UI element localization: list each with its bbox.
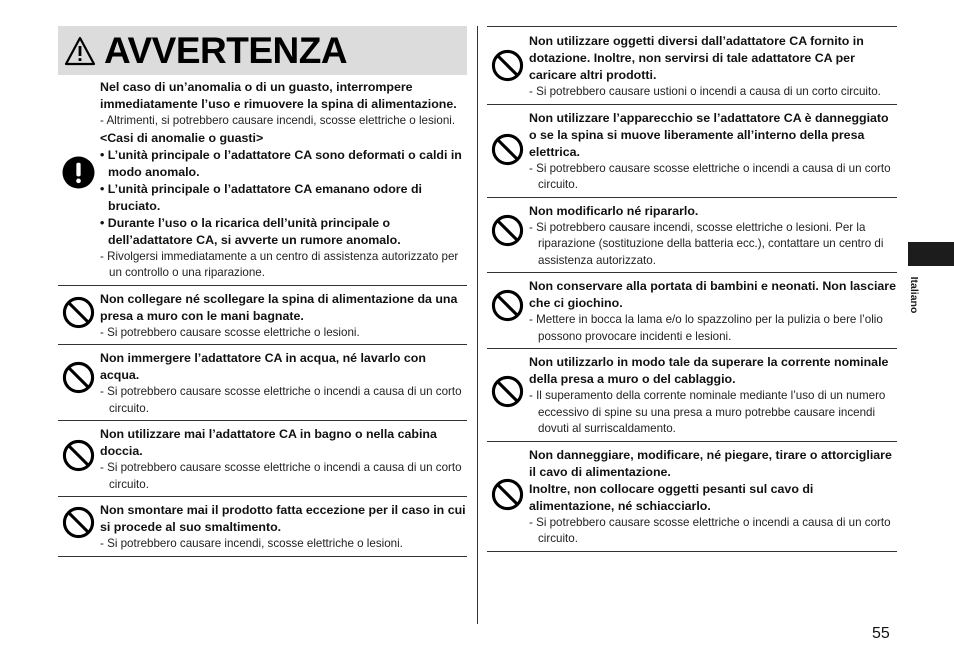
consequence-text: - Si potrebbero causare scosse elettriche o incendi a causa di un corto circuito. bbox=[529, 515, 891, 545]
consequence-text: - Si potrebbero causare scosse elettriche o incendi a causa di un corto circuito. bbox=[100, 385, 462, 415]
warning-item-children bbox=[487, 273, 897, 349]
warning-item-malfunction bbox=[58, 75, 467, 286]
instruction-text: Non immergere l’adattatore CA in acqua, né lavarlo con acqua. bbox=[100, 351, 426, 382]
column-divider bbox=[477, 26, 478, 624]
consequence-text: - Si potrebbero causare scosse elettriche o incendi a causa di un corto circuito. bbox=[529, 161, 891, 191]
prohibited-icon bbox=[491, 478, 524, 511]
warning-triangle-icon bbox=[64, 36, 96, 66]
warning-item-disassembly bbox=[58, 497, 467, 557]
right-column bbox=[487, 26, 897, 552]
warning-item-modify bbox=[487, 198, 897, 274]
mandatory-icon bbox=[62, 156, 95, 189]
instruction-text: Non utilizzare oggetti diversi dall’adattatore CA fornito in dotazione. Inoltre, non servirsi di tale adattatore CA per caricare altri prodotti. bbox=[529, 34, 864, 82]
page-title: AVVERTENZA bbox=[104, 30, 348, 71]
prohibited-icon bbox=[62, 296, 95, 329]
prohibited-icon bbox=[62, 439, 95, 472]
instruction-text: Non collegare né scollegare la spina di alimentazione da una presa a muro con le mani bagnate. bbox=[100, 291, 458, 323]
warning-item-rated-current bbox=[487, 349, 897, 442]
left-column bbox=[58, 26, 467, 557]
warning-item-power-cord bbox=[487, 442, 897, 552]
instruction-text: Non utilizzarlo in modo tale da superare la corrente nominale della presa a muro o del cablaggio. bbox=[529, 355, 889, 386]
prohibited-icon bbox=[491, 375, 524, 408]
prohibited-icon bbox=[62, 361, 95, 394]
instruction-text: Non smontare mai il prodotto fatta eccezione per il caso in cui si procede al suo smaltimento. bbox=[100, 503, 466, 534]
consequence-text: - Mettere in bocca la lama e/o lo spazzolino per la pulizia o bere l’olio possono provocare incidenti e lesioni. bbox=[529, 313, 883, 343]
consequence-text: - Rivolgersi immediatamente a un centro di assistenza autorizzato per un controllo o una riparazione. bbox=[100, 249, 459, 279]
prohibited-icon bbox=[491, 214, 524, 247]
prohibited-icon bbox=[62, 506, 95, 539]
language-label bbox=[906, 270, 922, 320]
consequence-text: - Si potrebbero causare scosse elettriche o incendi a causa di un corto circuito. bbox=[100, 461, 462, 491]
instruction-text: Non utilizzare l’apparecchio se l’adattatore CA è danneggiato o se la spina si muove liberamente all’interno della presa elettrica. bbox=[529, 110, 889, 159]
instruction-text: Non modificarlo né ripararlo. bbox=[529, 203, 699, 218]
consequence-text: - Si potrebbero causare incendi, scosse elettriche o lesioni. Per la riparazione (sostituzione della batteria ecc.), contattare un centro di assistenza autorizzato. bbox=[529, 220, 884, 267]
language-tab-marker bbox=[908, 242, 954, 266]
bullet-item: • L’unità principale o l’adattatore CA emanano odore di bruciato. bbox=[100, 181, 422, 213]
prohibited-icon bbox=[491, 289, 524, 322]
consequence-text: - Si potrebbero causare incendi, scosse elettriche o lesioni. bbox=[100, 537, 403, 550]
prohibited-icon bbox=[491, 133, 524, 166]
instruction-text: Inoltre, non collocare oggetti pesanti sul cavo di alimentazione, né schiacciarlo. bbox=[529, 481, 814, 513]
consequence-text: - Si potrebbero causare scosse elettriche o lesioni. bbox=[100, 325, 360, 339]
consequence-text: - Si potrebbero causare ustioni o incendi a causa di un corto circuito. bbox=[529, 85, 881, 98]
instruction-text: Nel caso di un’anomalia o di un guasto, interrompere bbox=[100, 80, 413, 94]
prohibited-icon bbox=[491, 49, 524, 82]
warning-item-water bbox=[58, 345, 467, 421]
bullet-item: • Durante l’uso o la ricarica dell’unità principale o dell’adattatore CA, si avverte un rumore anomalo. bbox=[100, 215, 401, 247]
warning-item-bathroom bbox=[58, 421, 467, 497]
instruction-text: immediatamente l’uso e rimuovere la spina di alimentazione. bbox=[100, 97, 457, 111]
language-label-text: Italiano bbox=[908, 276, 920, 314]
warning-item-wet-hands bbox=[58, 286, 467, 346]
page-number: 55 bbox=[872, 625, 890, 642]
warning-item-other-adapter bbox=[487, 27, 897, 105]
subheading: <Casi di anomalie o guasti> bbox=[100, 130, 264, 145]
bullet-item: • L’unità principale o l’adattatore CA sono deformati o caldi in modo anomalo. bbox=[100, 147, 462, 179]
consequence-text: - Il superamento della corrente nominale mediante l’uso di un numero eccessivo di spine su una presa a muro potrebbe causare incendi dovuti al surriscaldamento. bbox=[529, 389, 886, 435]
warning-header bbox=[58, 26, 467, 75]
consequence-text: - Altrimenti, si potrebbero causare incendi, scosse elettriche o lesioni. bbox=[100, 114, 456, 127]
instruction-text: Non danneggiare, modificare, né piegare, tirare o attorcigliare il cavo di alimentazione. bbox=[529, 447, 892, 479]
instruction-text: Non conservare alla portata di bambini e neonati. Non lasciare che ci giochino. bbox=[529, 279, 897, 310]
instruction-text: Non utilizzare mai l’adattatore CA in bagno o nella cabina doccia. bbox=[100, 427, 437, 458]
warning-item-damaged-adapter bbox=[487, 105, 897, 198]
